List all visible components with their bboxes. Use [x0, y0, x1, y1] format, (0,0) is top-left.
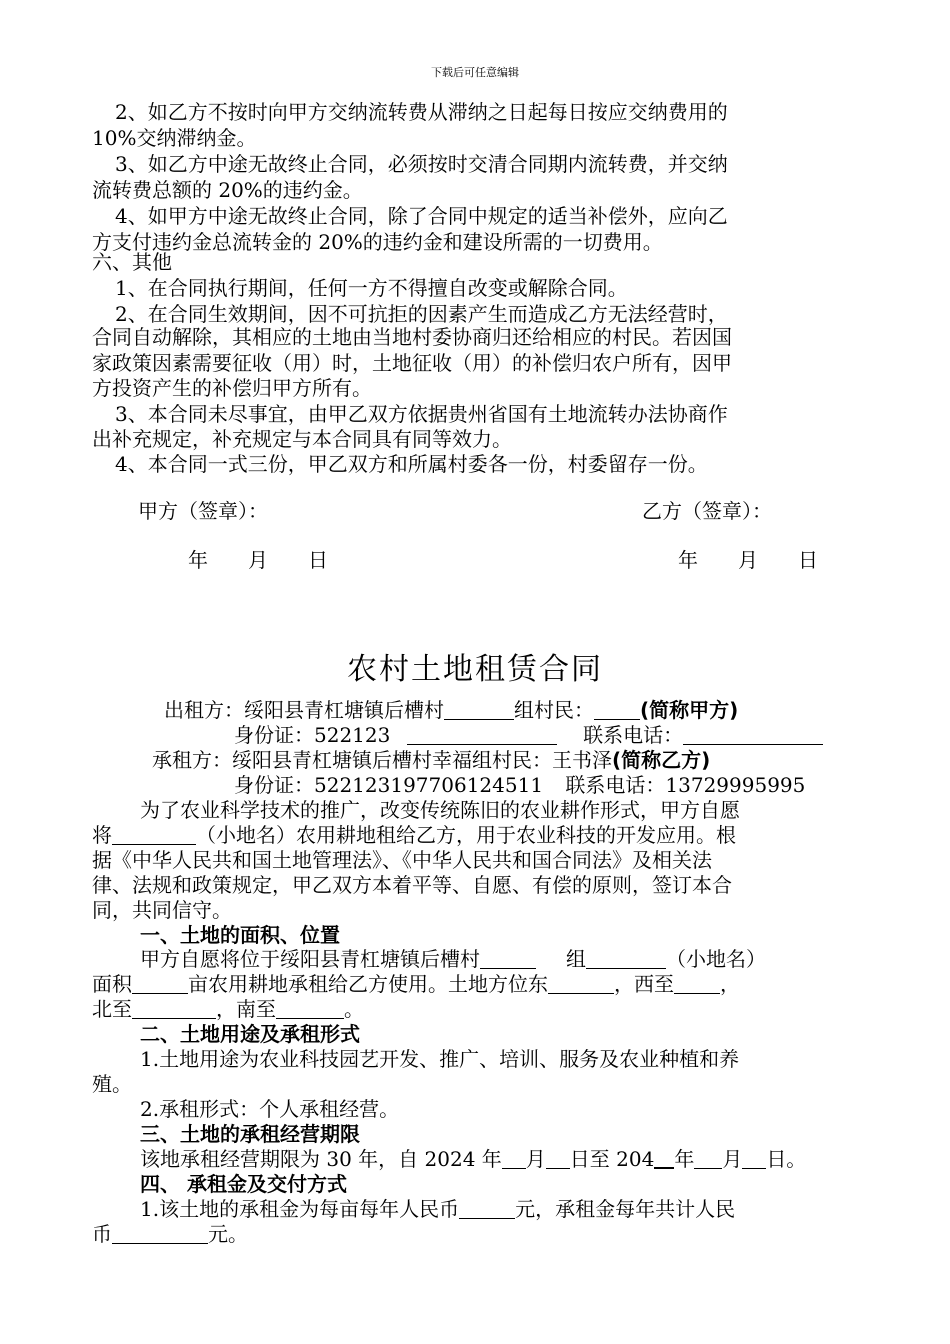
section-2-line-1: 1.土地用途为农业科技园艺开发、推广、培训、服务及农业种植和养	[140, 1047, 740, 1071]
phone-b-value: 13729995995	[665, 773, 806, 797]
party-b-signature: 乙方（签章）：	[642, 499, 772, 523]
phone-a-label: 联系电话：	[583, 723, 684, 747]
s1-text-west: ，西至	[614, 972, 674, 996]
s1-comma: ，	[720, 972, 740, 996]
place-name-blank	[112, 824, 196, 845]
id-a-label: 身份证：	[234, 723, 314, 747]
s3-end-month: 月	[722, 1147, 743, 1171]
section-4-line-2	[92, 1221, 862, 1247]
section-6-heading: 六、其他	[92, 250, 172, 274]
id-a-value: 522123	[314, 723, 391, 747]
other-clause-1: 1、在合同执行期间，任何一方不得擅自改变或解除合同。	[115, 276, 628, 300]
s1-group-blank	[586, 948, 666, 969]
s1-text-b: 组	[566, 947, 586, 971]
s3-end-day-blank	[742, 1148, 766, 1169]
s4-yuan: 元。	[208, 1222, 248, 1246]
section-2-line-2: 殖。	[92, 1072, 132, 1096]
section-4-heading: 四、 承租金及交付方式	[140, 1172, 347, 1196]
party-b-date: 年 月 日	[678, 548, 818, 572]
intro-line-2b: （小地名）农用耕地租给乙方，用于农业科技的开发应用。根	[196, 823, 736, 847]
other-clause-3-line-1: 3、本合同未尽事宜，由甲乙双方依据贵州省国有土地流转办法协商作	[115, 402, 728, 426]
section-1-line-2	[92, 971, 862, 997]
s1-east-blank	[548, 973, 614, 994]
intro-line-2	[92, 822, 862, 848]
intro-line-1: 为了农业科学技术的推广，改变传统陈旧的农业耕作形式，甲方自愿	[140, 798, 740, 822]
clause-3-line-2: 流转费总额的 20%的违约金。	[92, 178, 363, 202]
s4-text-b: 元，承租金每年共计人民	[515, 1197, 736, 1221]
s1-area-label: 面积	[92, 972, 132, 996]
section-1-line-1	[140, 946, 910, 972]
s1-text-a: 甲方自愿将位于绥阳县青杠塘镇后槽村	[140, 947, 480, 971]
lessee-tag: (简称乙方)	[612, 748, 711, 772]
s4-currency: 币	[92, 1222, 112, 1246]
s3-month-blank	[502, 1148, 526, 1169]
s3-end-month-blank	[694, 1148, 722, 1169]
lessor-name-blank	[594, 699, 640, 720]
s1-area-blank	[132, 973, 188, 994]
section-1-line-3	[92, 996, 862, 1022]
clause-2-line-1: 2、如乙方不按时向甲方交纳流转费从滞纳之日起每日按应交纳费用的	[115, 100, 728, 124]
s4-rent-blank	[459, 1198, 515, 1219]
s3-text-a: 该地承租经营期限为 30 年，自 2024 年	[140, 1147, 502, 1171]
s1-text-c: （小地名）	[666, 947, 766, 971]
clause-4-line-1: 4、如甲方中途无故终止合同，除了合同中规定的适当补偿外，应向乙	[115, 204, 728, 228]
other-clause-2-line-2: 合同自动解除，其相应的土地由当地村委协商归还给相应的村民。若因国	[92, 325, 732, 349]
intro-line-2a: 将	[92, 823, 112, 847]
section-1-heading: 一、土地的面积、位置	[140, 923, 340, 947]
lessee-text: 承租方：绥阳县青杠塘镇后槽村幸福组村民：王书泽	[152, 748, 612, 772]
clause-2-line-2: 10%交纳滞纳金。	[92, 126, 257, 150]
intro-line-5: 同，共同信守。	[92, 898, 232, 922]
lessor-mid: 组村民：	[514, 698, 594, 722]
group-blank	[444, 699, 514, 720]
lessor-id-line	[234, 722, 854, 748]
s1-north-blank	[132, 998, 216, 1019]
s3-day-blank	[546, 1148, 570, 1169]
section-4-line-1	[140, 1196, 910, 1222]
s1-west-blank	[674, 973, 720, 994]
intro-line-4: 律、法规和政策规定，甲乙双方本着平等、自愿、有偿的原则，签订本合	[92, 873, 732, 897]
s3-year-blank	[654, 1147, 674, 1169]
other-clause-2-line-3: 家政策因素需要征收（用）时，土地征收（用）的补偿归农户所有，因甲	[92, 351, 732, 375]
other-clause-4: 4、本合同一式三份，甲乙双方和所属村委各一份，村委留存一份。	[115, 452, 708, 476]
s1-village-blank	[480, 948, 536, 969]
other-clause-3-line-2: 出补充规定，补充规定与本合同具有同等效力。	[92, 427, 512, 451]
id-a-blank	[407, 724, 557, 745]
s3-day-text: 日至 204	[569, 1147, 655, 1171]
s3-year: 年	[674, 1147, 695, 1171]
section-2-line-3: 2.承租形式：个人承租经营。	[140, 1097, 400, 1121]
section-2-heading: 二、土地用途及承租形式	[140, 1022, 360, 1046]
phone-a-blank	[683, 724, 823, 745]
section-3-heading: 三、土地的承租经营期限	[140, 1122, 360, 1146]
section-3-line-1	[140, 1146, 860, 1172]
s4-total-blank	[112, 1223, 208, 1244]
s1-period: 。	[344, 997, 364, 1021]
s1-north-label: 北至	[92, 997, 132, 1021]
s1-text-east: 亩农用耕地承租给乙方使用。土地方位东	[188, 972, 548, 996]
lessee-id-line	[234, 772, 854, 798]
party-a-date: 年 月 日	[188, 548, 328, 572]
other-clause-2-line-1: 2、在合同生效期间，因不可抗拒的因素产生而造成乙方无法经营时，	[115, 302, 728, 326]
s1-south-blank	[276, 998, 344, 1019]
lessor-prefix: 出租方：绥阳县青杠塘镇后槽村	[164, 698, 444, 722]
s1-south-label: ，南至	[216, 997, 276, 1021]
phone-b-label: 联系电话：	[565, 773, 666, 797]
id-b-value: 522123197706124511	[314, 773, 544, 797]
id-b-label: 身份证：	[234, 773, 314, 797]
intro-line-3: 据《中华人民共和国土地管理法》、《中华人民共和国合同法》及相关法	[92, 848, 712, 872]
party-a-signature: 甲方（签章）：	[138, 499, 268, 523]
clause-4-line-2: 方支付违约金总流转金的 20%的违约金和建设所需的一切费用。	[92, 230, 663, 254]
s4-text-a: 1.该土地的承租金为每亩每年人民币	[140, 1197, 460, 1221]
clause-3-line-1: 3、如乙方中途无故终止合同，必须按时交清合同期内流转费，并交纳	[115, 152, 728, 176]
other-clause-2-line-4: 方投资产生的补偿归甲方所有。	[92, 376, 372, 400]
lessee-line	[152, 747, 852, 773]
s3-month: 月	[525, 1147, 546, 1171]
page-header-note: 下载后可任意编辑	[431, 66, 519, 79]
s3-end-text: 日。	[766, 1147, 807, 1171]
contract-title: 农村土地租赁合同	[347, 652, 603, 687]
lessor-line	[164, 697, 864, 723]
lessor-tag: (简称甲方)	[640, 698, 739, 722]
